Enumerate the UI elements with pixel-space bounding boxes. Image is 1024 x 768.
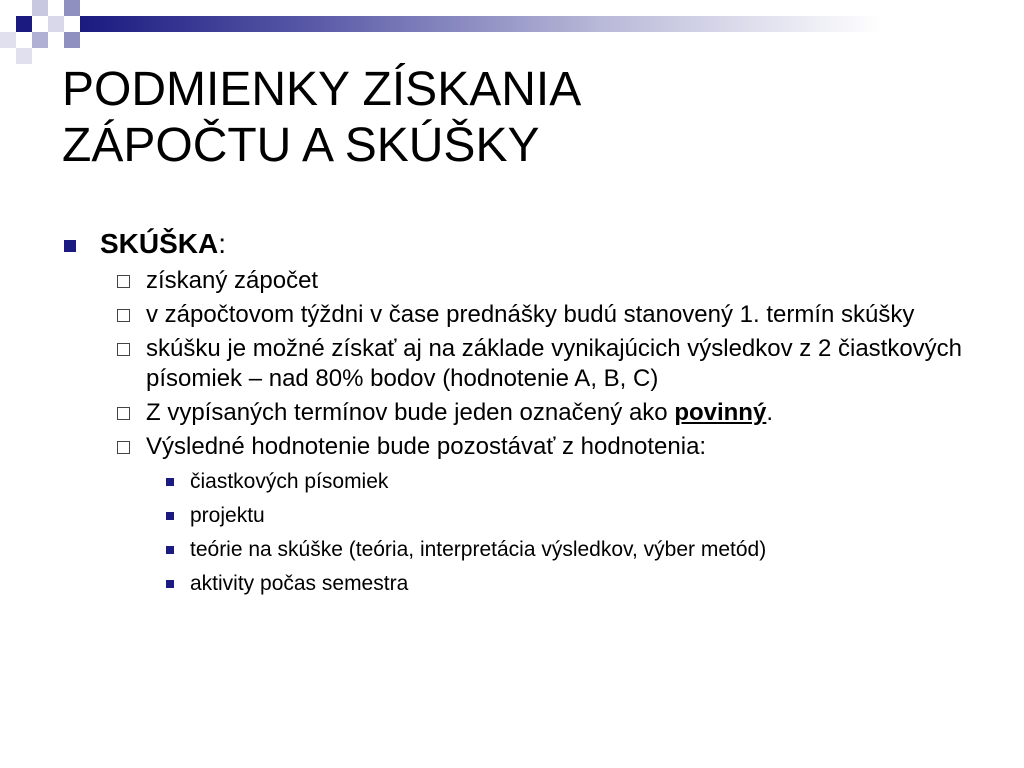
deco-square — [32, 0, 48, 16]
section-heading — [62, 226, 982, 262]
list-item — [146, 334, 982, 394]
deco-square — [64, 0, 80, 16]
hollow-square-bullet-icon — [117, 441, 130, 454]
slide-title — [62, 62, 962, 174]
sub-list-item — [190, 569, 982, 598]
square-bullet-icon — [166, 546, 174, 554]
list-item-text-part: Z vypísaných termínov bude jeden označený ako — [146, 399, 675, 426]
sub-list-item-text: projektu — [190, 504, 265, 527]
deco-square — [16, 16, 32, 32]
hollow-square-bullet-icon — [117, 407, 130, 420]
square-bullet-icon — [166, 580, 174, 588]
sub-list-item-text: čiastkových písomiek — [190, 470, 389, 493]
sub-list-item — [190, 467, 982, 496]
slide-title-line: ZÁPOČTU A SKÚŠKY — [62, 119, 540, 172]
hollow-square-bullet-icon — [117, 309, 130, 322]
header-gradient-bar — [80, 16, 1024, 32]
deco-square — [48, 16, 64, 32]
sub-list-item-text: aktivity počas semestra — [190, 572, 409, 595]
mandatory-emphasis: povinný — [674, 399, 767, 426]
list-item — [146, 266, 982, 296]
deco-square — [0, 32, 16, 48]
sub-list-item — [190, 501, 982, 530]
list-item — [146, 300, 982, 330]
sub-list-item-text: teórie na skúške (teória, interpretácia výsledkov, výber metód) — [190, 538, 767, 561]
deco-square — [64, 32, 80, 48]
deco-square — [16, 48, 32, 64]
list-item — [146, 432, 982, 462]
square-bullet-icon — [166, 512, 174, 520]
list-item-text: skúšku je možné získať aj na základe vynikajúcich výsledkov z 2 čiastkových písomiek – nad 80% bodov (hodnotenie A, B, C) — [146, 335, 963, 392]
section-heading-colon: : — [218, 228, 227, 259]
square-bullet-icon — [166, 478, 174, 486]
deco-square — [32, 32, 48, 48]
slide-title-line: PODMIENKY ZÍSKANIA — [62, 63, 582, 116]
section-heading-text: SKÚŠKA — [100, 228, 219, 259]
list-item-text: získaný zápočet — [146, 267, 319, 294]
square-bullet-icon — [64, 240, 76, 252]
list-item-text: Výsledné hodnotenie bude pozostávať z hodnotenia: — [146, 433, 707, 460]
hollow-square-bullet-icon — [117, 343, 130, 356]
hollow-square-bullet-icon — [117, 275, 130, 288]
list-item-text — [146, 398, 982, 428]
list-item-text-part: . — [766, 399, 773, 426]
slide-content — [62, 226, 982, 598]
sub-list-item — [190, 535, 982, 564]
list-item-text: v zápočtovom týždni v čase prednášky budú stanovený 1. termín skúšky — [146, 301, 915, 328]
list-item — [146, 398, 982, 428]
